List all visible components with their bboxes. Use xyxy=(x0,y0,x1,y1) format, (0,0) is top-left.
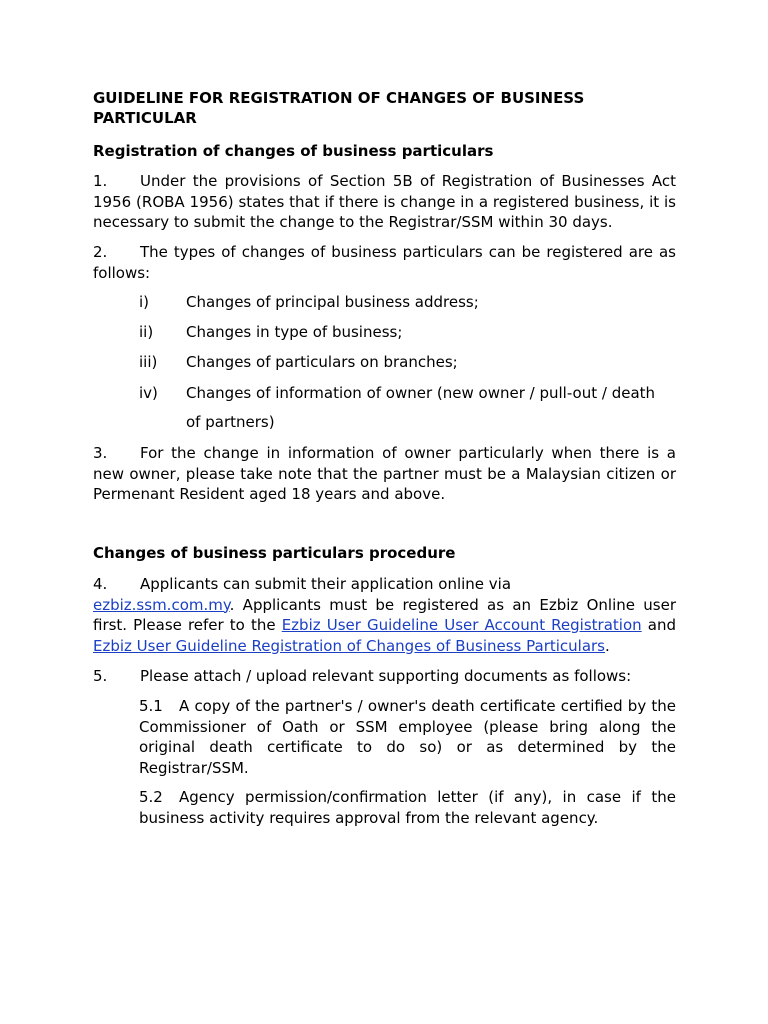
subitem-5-2 xyxy=(139,787,676,828)
list-item-1-text: Changes of principal business address; xyxy=(186,293,479,311)
subitem-5-2-number: 5.2 xyxy=(139,788,163,806)
list-item-2-text: Changes in type of business; xyxy=(186,323,403,341)
paragraph-4-mid2: and xyxy=(647,616,676,634)
paragraph-4-mid1: . Applicants must be registered as an Ezbiz Online user first. Please refer to the xyxy=(93,595,676,634)
subitem-5-1 xyxy=(139,696,676,778)
section2-heading: Changes of business particulars procedure xyxy=(93,544,456,562)
list-item-4-text: Changes of information of owner (new owner / pull-out / death xyxy=(186,384,656,402)
subitem-5-1-text: A copy of the partner's / owner's death certificate certified by the Commissioner of Oath or SSM employee (please bring along the original death certificate to do so) or as determined by the Registrar/SSM. xyxy=(139,697,676,777)
paragraph-4-end: . xyxy=(605,636,610,655)
paragraph-5-number: 5. xyxy=(93,667,108,685)
changes-registration-guideline-link[interactable]: Ezbiz User Guideline Registration of Changes of Business Particulars xyxy=(93,636,605,655)
list-item-3-text: Changes of particulars on branches; xyxy=(186,353,458,371)
subitem-5-2-text: Agency permission/confirmation letter (if any), in case if the business activity requires approval from the relevant agency. xyxy=(139,788,676,827)
user-account-registration-guideline-link[interactable]: Ezbiz User Guideline User Account Registration xyxy=(281,616,642,634)
paragraph-4-lead: Applicants can submit their application online via xyxy=(140,575,512,593)
subitem-5-1-number: 5.1 xyxy=(139,697,163,715)
paragraph-2-text: The types of changes of business particulars can be registered are as follows: xyxy=(93,243,676,282)
paragraph-2 xyxy=(93,242,676,283)
paragraph-3-number: 3. xyxy=(93,444,108,462)
paragraph-4 xyxy=(93,574,676,656)
paragraph-4-number: 4. xyxy=(93,575,108,593)
paragraph-1-text: Under the provisions of Section 5B of Registration of Businesses Act 1956 (ROBA 1956) states that if there is change in a registered business, it is necessary to submit the change to the Registrar/SSM within 30 days. xyxy=(93,172,676,231)
list-item-3-number: iii) xyxy=(139,353,158,371)
list-item-2-number: ii) xyxy=(139,323,154,341)
paragraph-2-number: 2. xyxy=(93,243,108,261)
paragraph-5 xyxy=(93,666,676,687)
paragraph-1 xyxy=(93,171,676,233)
list-item-4-number: iv) xyxy=(139,384,158,402)
ezbiz-site-link[interactable]: ezbiz.ssm.com.my xyxy=(93,595,230,614)
document-title-block xyxy=(93,88,676,128)
list-item-4-cont-text: of partners) xyxy=(186,413,275,431)
paragraph-3-text: For the change in information of owner particularly when there is a new owner, please take note that the partner must be a Malaysian citizen or Permenant Resident aged 18 years and above. xyxy=(93,444,676,503)
document-title: GUIDELINE FOR REGISTRATION OF CHANGES OF BUSINESS PARTICULAR xyxy=(93,89,585,127)
section1-heading-block xyxy=(93,141,676,161)
paragraph-3 xyxy=(93,443,676,505)
list-item-1-number: i) xyxy=(139,293,150,311)
section1-heading: Registration of changes of business particulars xyxy=(93,142,494,160)
section2-heading-block xyxy=(93,543,676,563)
paragraph-5-text: Please attach / upload relevant supporting documents as follows: xyxy=(140,667,632,685)
paragraph-1-number: 1. xyxy=(93,172,108,190)
